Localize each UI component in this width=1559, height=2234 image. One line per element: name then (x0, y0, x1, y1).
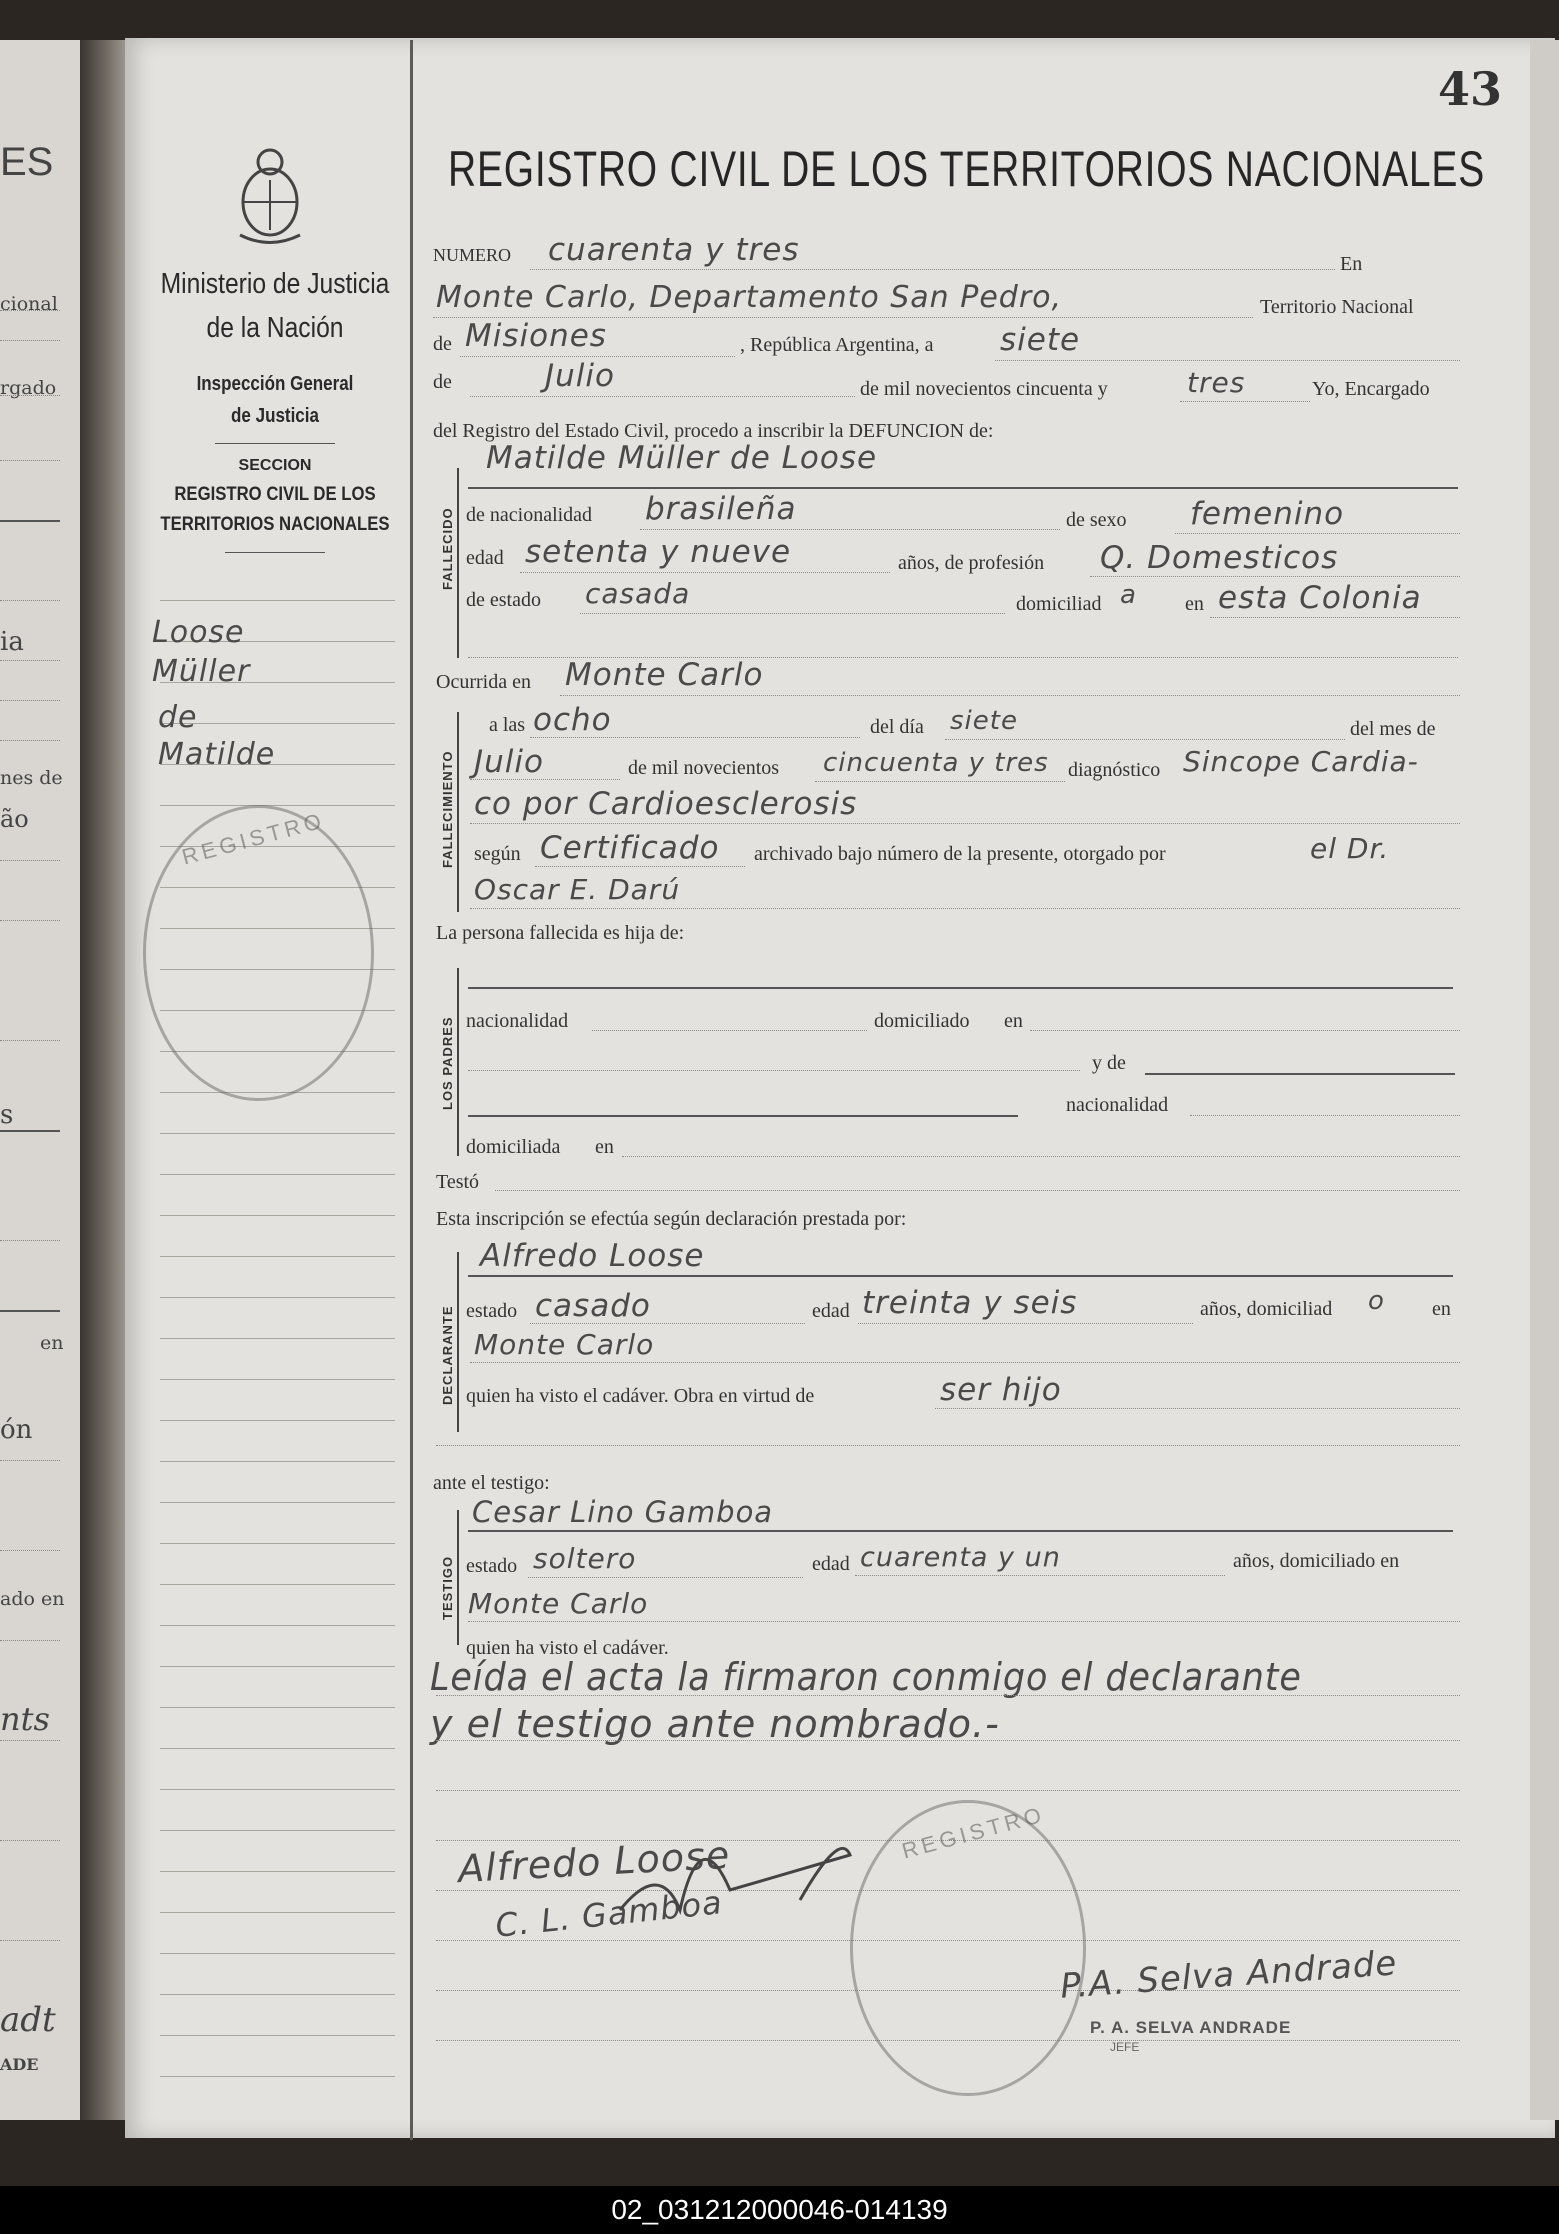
section-label-fallecimiento: FALLECIMIENTO (440, 750, 455, 868)
numero-value: cuarenta y tres (548, 232, 800, 268)
margin-ruled-line (160, 1789, 395, 1790)
domicilio-value: Monte Carlo (474, 1328, 655, 1361)
left-page-fragment: ado en (0, 1588, 65, 1610)
margin-ruled-line (160, 1666, 395, 1667)
cadaver-label: quien ha visto el cadáver. Obra en virtud de (466, 1385, 815, 1407)
domicilio-value: Monte Carlo (468, 1587, 649, 1620)
margin-annotation-line: Matilde (158, 737, 276, 772)
estado-value: casada (585, 577, 691, 610)
margin-ruled-line (160, 1748, 395, 1749)
margin-ruled-line (160, 1338, 395, 1339)
hora-value: ocho (533, 702, 612, 738)
mil-label: de mil novecientos (628, 757, 780, 779)
section-word: SECCION (238, 457, 312, 474)
edad-label: edad (812, 1553, 850, 1575)
declarante-name: Alfredo Loose (480, 1238, 705, 1274)
margin-ruled-line (160, 2076, 395, 2077)
hora-label: a las (489, 714, 526, 736)
closing-line: y el testigo ante nombrado.- (430, 1702, 1000, 1746)
anios-label: años, domiciliad (1200, 1298, 1333, 1320)
estado-value: casado (535, 1288, 651, 1324)
domiciliada-label: domiciliada (466, 1136, 561, 1158)
mil-label: de mil novecientos cincuenta y (860, 378, 1108, 400)
margin-ruled-line (160, 1502, 395, 1503)
archivado-label: archivado bajo número de la presente, otorgado por (754, 843, 1166, 865)
printed-signer-name: P. A. SELVA ANDRADE (1090, 2018, 1292, 2037)
de-label: de (433, 333, 452, 355)
diagnostico-value: co por Cardioesclerosis (474, 786, 858, 822)
page-title: REGISTRO CIVIL DE LOS TERRITORIOS NACIONALES (448, 141, 1485, 197)
section-line1: REGISTRO CIVIL DE LOS (174, 484, 376, 505)
section-label-padres: LOS PADRES (440, 1016, 455, 1110)
nacionalidad-label: de nacionalidad (466, 504, 593, 526)
dia-value: siete (950, 706, 1018, 736)
margin-ruled-line (160, 1420, 395, 1421)
edad-value: setenta y nueve (525, 534, 792, 570)
margin-ruled-line (160, 1543, 395, 1544)
territorio-label: Territorio Nacional (1260, 296, 1414, 318)
margin-ruled-line (160, 805, 395, 806)
inspection-line2: de Justicia (231, 405, 319, 427)
en-label: en (595, 1136, 614, 1158)
declaracion-label: Esta inscripción se efectúa según declaración prestada por: (436, 1208, 907, 1230)
intro-label: del Registro del Estado Civil, procedo a inscribir la DEFUNCION de: (433, 420, 994, 442)
previous-page (0, 40, 83, 2120)
margin-ruled-line (160, 1953, 395, 1954)
testigo-name: Cesar Lino Gamboa (472, 1495, 774, 1529)
left-page-fragment: ADE (0, 2055, 39, 2074)
cadaver-label: quien ha visto el cadáver. (466, 1637, 669, 1659)
diagnostico-value: Sincope Cardia- (1183, 745, 1419, 778)
section-label-declarante: DECLARANTE (440, 1305, 455, 1405)
left-page-fragment: nts (0, 1700, 50, 1738)
margin-ruled-line (160, 1871, 395, 1872)
margin-ruled-line (160, 1625, 395, 1626)
sexo-label: de sexo (1066, 509, 1127, 531)
stamp-text: REGISTRO (179, 807, 328, 870)
margin-ruled-line (160, 1584, 395, 1585)
margin-ruled-line (160, 1830, 395, 1831)
segun-label: según (474, 843, 521, 865)
territorio-value: Misiones (465, 318, 607, 354)
en-label: en (1004, 1010, 1023, 1032)
virtud-value: ser hijo (940, 1372, 1062, 1408)
signature-declarante: Alfredo Loose (457, 1832, 732, 1892)
image-id-bar: 02_031212000046-014139 (0, 2186, 1559, 2234)
ministry-line2: de la Nación (206, 312, 344, 344)
mes-label: del mes de (1350, 718, 1436, 740)
page-edge (1530, 40, 1559, 2120)
margin-ruled-line (160, 1215, 395, 1216)
left-page-fragment: ES (0, 140, 54, 184)
hija-label: La persona fallecida es hija de: (436, 922, 685, 944)
margin-ruled-line (160, 600, 395, 601)
signature-flourish-icon (600, 1800, 860, 1930)
nacionalidad-label: nacionalidad (466, 1010, 569, 1032)
en-label: en (1185, 593, 1204, 615)
nacionalidad-value: brasileña (645, 491, 797, 527)
testigo-intro-label: ante el testigo: (433, 1472, 550, 1494)
left-page-fragment: rgado (0, 377, 57, 399)
margin-ruled-line (160, 1256, 395, 1257)
estado-label: de estado (466, 589, 541, 611)
margin-annotation-line: de (158, 700, 198, 735)
margin-ruled-line (160, 1994, 395, 1995)
en-label: en (1432, 1298, 1451, 1320)
numero-label: NUMERO (433, 245, 512, 265)
margin-annotation-line: Müller (152, 654, 251, 689)
year-value: tres (1187, 366, 1246, 399)
republica-label: , República Argentina, a (740, 334, 934, 356)
anio-value: cincuenta y tres (823, 748, 1049, 778)
nacionalidad-label: nacionalidad (1066, 1094, 1169, 1116)
margin-annotation-line: Loose (152, 615, 245, 650)
ministry-line1: Ministerio de Justicia (160, 268, 390, 300)
printed-signer-title: JEFE (1110, 2040, 1140, 2054)
margin-ruled-line (160, 1133, 395, 1134)
testo-label: Testó (436, 1171, 480, 1193)
deceased-name: Matilde Müller de Loose (486, 440, 878, 476)
ocurrida-label: Ocurrida en (436, 671, 531, 693)
margin-ruled-line (160, 2035, 395, 2036)
left-page-fragment: ón (0, 1415, 33, 1445)
domiciliad-suffix: a (1120, 580, 1137, 610)
left-page-fragment: cional (0, 293, 58, 315)
edad-label: edad (466, 547, 504, 569)
segun-value: Certificado (540, 830, 720, 866)
edad-value: treinta y seis (862, 1285, 1078, 1321)
margin-ruled-line (160, 1379, 395, 1380)
left-page-fragment: ia (0, 627, 24, 657)
left-page-fragment: nes de (0, 767, 63, 789)
encargado-label: Yo, Encargado (1312, 378, 1430, 400)
section-label-fallecido: FALLECIDO (440, 507, 455, 590)
ocurrida-value: Monte Carlo (565, 657, 764, 693)
edad-label: edad (812, 1300, 850, 1322)
en-label: En (1340, 253, 1363, 275)
domicilio-value: esta Colonia (1218, 580, 1422, 616)
domiciliado-label: domiciliado (874, 1010, 970, 1032)
margin-ruled-line (160, 1461, 395, 1462)
mes-value: Julio (474, 744, 544, 780)
month-value: Julio (545, 358, 615, 394)
page-number: 43 (1438, 62, 1503, 116)
estado-value: soltero (533, 1542, 637, 1575)
estado-label: estado (466, 1555, 518, 1577)
left-page-fragment: s (0, 1100, 14, 1130)
stamp-text: REGISTRO (899, 1801, 1048, 1864)
section-label-testigo: TESTIGO (440, 1555, 455, 1620)
sexo-value: femenino (1190, 496, 1345, 532)
edad-value: cuarenta y un (860, 1542, 1061, 1573)
de-label: de (433, 371, 452, 393)
estado-label: estado (466, 1300, 518, 1322)
section-line2: TERRITORIOS NACIONALES (160, 514, 390, 535)
left-page-fragment: adt (0, 2000, 56, 2040)
margin-ruled-line (160, 1707, 395, 1708)
otorgado-value: el Dr. (1310, 832, 1390, 865)
profesion-label: años, de profesión (898, 552, 1045, 574)
profesion-value: Q. Domesticos (1100, 540, 1339, 576)
left-page-fragment: ão (0, 805, 29, 833)
place-value: Monte Carlo, Departamento San Pedro, (436, 280, 1063, 315)
margin-ruled-line (160, 1912, 395, 1913)
anios-label: años, domiciliado en (1233, 1550, 1400, 1572)
otorgado-value: Oscar E. Darú (474, 873, 681, 906)
domiciliad-suffix: o (1368, 1286, 1385, 1316)
signature-testigo: C. L. Gamboa (493, 1883, 725, 1945)
coat-of-arms-icon (230, 140, 310, 250)
signature-encargado: P.A. Selva Andrade (1059, 1943, 1399, 2007)
dia-label: del día (870, 716, 924, 738)
closing-line: Leída el acta la firmaron conmigo el declarante (430, 1655, 1302, 1699)
day-value: siete (1000, 322, 1081, 358)
diagnostico-label: diagnóstico (1068, 759, 1161, 781)
domiciliad-label: domiciliad (1016, 593, 1102, 615)
left-page-fragment: en (40, 1332, 64, 1354)
inspection-line1: Inspección General (196, 373, 354, 395)
margin-ruled-line (160, 1174, 395, 1175)
y-de-label: y de (1092, 1052, 1126, 1074)
margin-ruled-line (160, 1297, 395, 1298)
